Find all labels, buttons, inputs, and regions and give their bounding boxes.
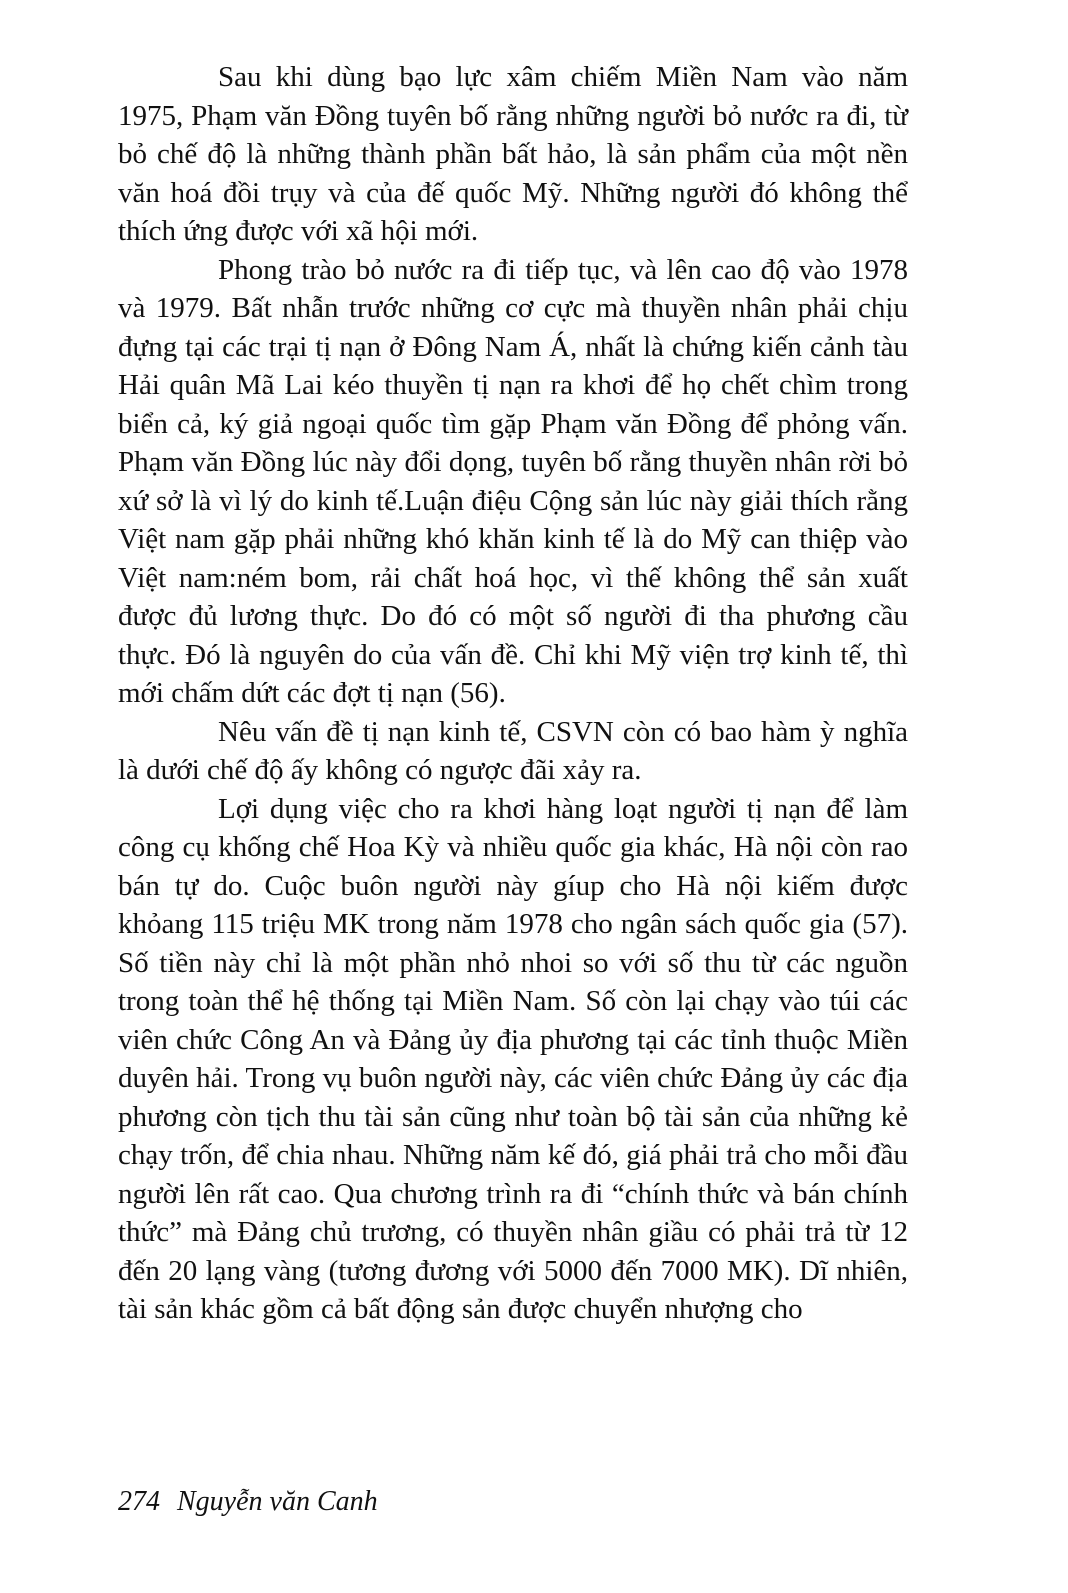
page-number: 274: [118, 1486, 160, 1517]
paragraph-2: Phong trào bỏ nước ra đi tiếp tục, và lên cao độ vào 1978 và 1979. Bất nhẫn trước những cơ cực mà thuyền nhân phải chịu đựng tại các trại tị nạn ở Đông Nam Á, nhất là chứng kiến cảnh tàu Hải quân Mã Lai kéo thuyền tị nạn ra khơi để họ chết chìm trong biển cả, ký giả ngoại quốc tìm gặp Phạm văn Đồng để phỏng vấn. Phạm văn Đồng lúc này đổi dọng, tuyên bố rằng thuyền nhân rời bỏ xứ sở là vì lý do kinh tế.Luận điệu Cộng sản lúc này giải thích rằng Việt nam gặp phải những khó khăn kinh tế là do Mỹ can thiệp vào Việt nam:ném bom, rải chất hoá học, vì thế không thể sản xuất được đủ lương thực. Do đó có một số người đi tha phương cầu thực. Đó là nguyên do của vấn đề. Chỉ khi Mỹ viện trợ kinh tế, thì mới chấm dứt các đợt tị nạn (56).: [118, 253, 908, 709]
paragraph-1: Sau khi dùng bạo lực xâm chiếm Miền Nam vào năm 1975, Phạm văn Đồng tuyên bố rằng những người bỏ nước ra đi, từ bỏ chế độ là những thành phần bất hảo, là sản phẩm của một nền văn hoá đồi trụy và của đế quốc Mỹ. Những người đó không thể thích ứng được với xã hội mới.: [118, 61, 908, 247]
author-name: Nguyễn văn Canh: [177, 1486, 378, 1517]
paragraph-3: Nêu vấn đề tị nạn kinh tế, CSVN còn có bao hàm ỳ nghĩa là dưới chế độ ấy không có ngược đãi xảy ra.: [118, 715, 908, 786]
paragraph-4: Lợi dụng việc cho ra khơi hàng loạt người tị nạn để làm công cụ khống chế Hoa Kỳ và nhiều quốc gia khác, Hà nội còn rao bán tự do. Cuộc buôn người này gíup cho Hà nội kiếm được khỏang 115 triệu MK trong năm 1978 cho ngân sách quốc gia (57). Số tiền này chỉ là một phần nhỏ nhoi so với số thu từ các nguồn trong toàn thể hệ thống tại Miền Nam. Số còn lại chạy vào túi các viên chức Công An và Đảng ủy địa phương tại các tỉnh thuộc Miền duyên hải. Trong vụ buôn người này, các viên chức Đảng ủy các địa phương còn tịch thu tài sản cũng như toàn bộ tài sản của những kẻ chạy trốn, để chia nhau. Những năm kế đó, giá phải trả cho mỗi đầu người lên rất cao. Qua chương trình ra đi “chính thức và bán chính thức” mà Đảng chủ trương, có thuyền nhân giầu có phải trả từ 12 đến 20 lạng vàng (tương đương với 5000 đến 7000 MK). Dĩ nhiên, tài sản khác gồm cả bất động sản được chuyển nhượng cho: [118, 792, 908, 1325]
page-footer: [118, 1486, 378, 1518]
body-text: [118, 58, 908, 1329]
